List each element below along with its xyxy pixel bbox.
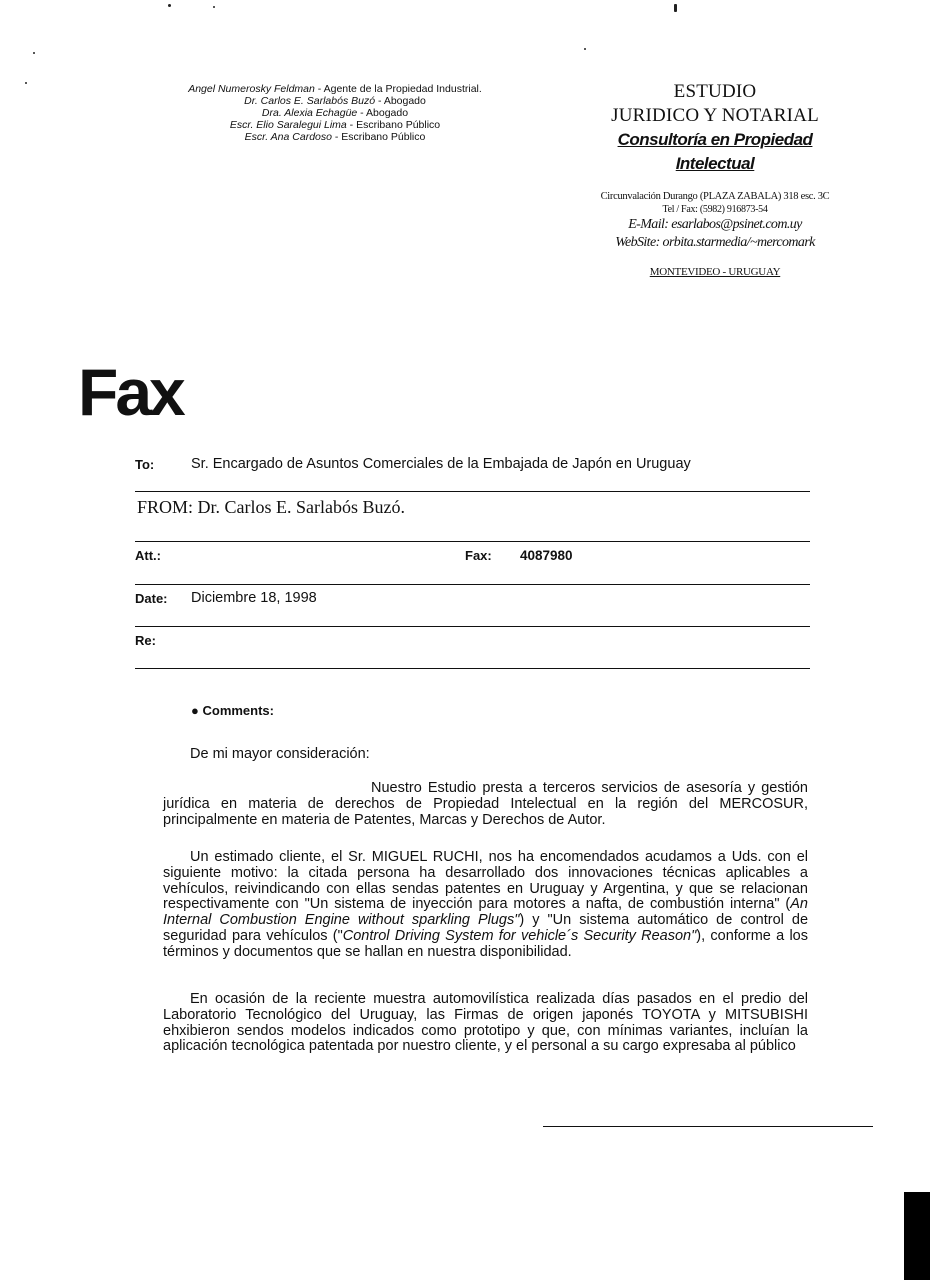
body-paragraph-3: En ocasión de la reciente muestra automovilística realizada días pasados en el predio del Laboratorio Tecnológico del Uruguay, las Firmas de origen japonés TOYOTA y MITSUBISHI ehxibieron sendos modelos indicados como prototipo y que, con mínimas variantes, incluían la aplicación tecnológica patentada por nuestro cliente, y el personal a su cargo expresaba al público bbox=[163, 991, 808, 1055]
staff-line: Escr. Elio Saralegui Lima - Escribano Público bbox=[229, 119, 441, 131]
from-line: FROM: Dr. Carlos E. Sarlabós Buzó. bbox=[137, 497, 405, 517]
scan-speck bbox=[584, 48, 586, 50]
firm-name-line1: ESTUDIO bbox=[673, 81, 757, 102]
letterhead-firm bbox=[585, 80, 845, 279]
staff-line: Angel Numerosky Feldman - Agente de la Propiedad Industrial. bbox=[188, 83, 482, 95]
body-paragraph-1: Nuestro Estudio presta a terceros servicios de asesoría y gestión jurídica en materia de derechos de Propiedad Intelectual en la región del MERCOSUR, principalmente en materia de Patentes, Marcas y Derechos de Autor. bbox=[163, 780, 808, 828]
comments-heading bbox=[191, 703, 274, 718]
att-label: Att.: bbox=[135, 548, 161, 563]
firm-address: Circunvalación Durango (PLAZA ZABALA) 318 esc. 3C bbox=[600, 191, 830, 202]
firm-tagline-line1: Consultoría en Propiedad bbox=[617, 130, 813, 149]
fax-label: Fax: bbox=[465, 548, 492, 563]
divider bbox=[135, 626, 810, 627]
re-label: Re: bbox=[135, 633, 156, 648]
staff-line: Dra. Alexia Echagüe - Abogado bbox=[261, 107, 409, 119]
to-label: To: bbox=[135, 457, 155, 472]
scan-speck bbox=[674, 4, 677, 12]
bullet-icon: ● bbox=[191, 703, 199, 718]
date-label: Date: bbox=[135, 591, 168, 606]
firm-name-line2: JURIDICO Y NOTARIAL bbox=[611, 105, 819, 126]
scan-speck bbox=[168, 4, 171, 7]
to-value: Sr. Encargado de Asuntos Comerciales de la Embajada de Japón en Uruguay bbox=[191, 456, 691, 472]
date-value: Diciembre 18, 1998 bbox=[191, 590, 317, 606]
firm-phone: Tel / Fax: (5982) 916873-54 bbox=[662, 204, 768, 215]
divider bbox=[135, 491, 810, 492]
comments-label: Comments: bbox=[202, 703, 274, 718]
scan-speck bbox=[213, 6, 215, 8]
firm-website: WebSite: orbita.starmedia/~mercomark bbox=[615, 235, 815, 250]
letterhead-staff-list bbox=[150, 83, 520, 143]
scan-edge-mark bbox=[904, 1192, 930, 1280]
staff-line: Escr. Ana Cardoso - Escribano Público bbox=[244, 131, 426, 143]
fax-number: 4087980 bbox=[520, 548, 573, 563]
staff-line: Dr. Carlos E. Sarlabós Buzó - Abogado bbox=[244, 95, 426, 107]
divider bbox=[135, 668, 810, 669]
firm-tagline-line2: Intelectual bbox=[675, 154, 755, 173]
divider bbox=[135, 584, 810, 585]
body-paragraph-2: Un estimado cliente, el Sr. MIGUEL RUCHI, nos ha encomendados acudamos a Uds. con el siguiente motivo: la citada persona ha desarrollado dos innovaciones técnicas aplicables a vehículos, reivindicando con ellas sendas patentes en Uruguay y Argentina, y que se relacionan respectivamente con "Un sistema de inyección para motores a nafta, de combustión interna" (An Internal Combustion Engine without sparkling Plugs") y "Un sistema automático de control de seguridad para vehículos ("Control Driving System for vehicle´s Security Reason"), conforme a los términos y documentos que se hallan en nuestra disponibilidad. bbox=[163, 849, 809, 960]
scan-speck bbox=[33, 52, 35, 54]
divider bbox=[135, 541, 810, 542]
firm-email: E-Mail: esarlabos@psinet.com.uy bbox=[628, 217, 802, 232]
salutation: De mi mayor consideración: bbox=[190, 746, 370, 762]
scan-speck bbox=[25, 82, 27, 84]
fax-title: Fax bbox=[78, 355, 183, 429]
signature-line bbox=[543, 1126, 873, 1127]
firm-city: MONTEVIDEO - URUGUAY bbox=[649, 266, 781, 278]
